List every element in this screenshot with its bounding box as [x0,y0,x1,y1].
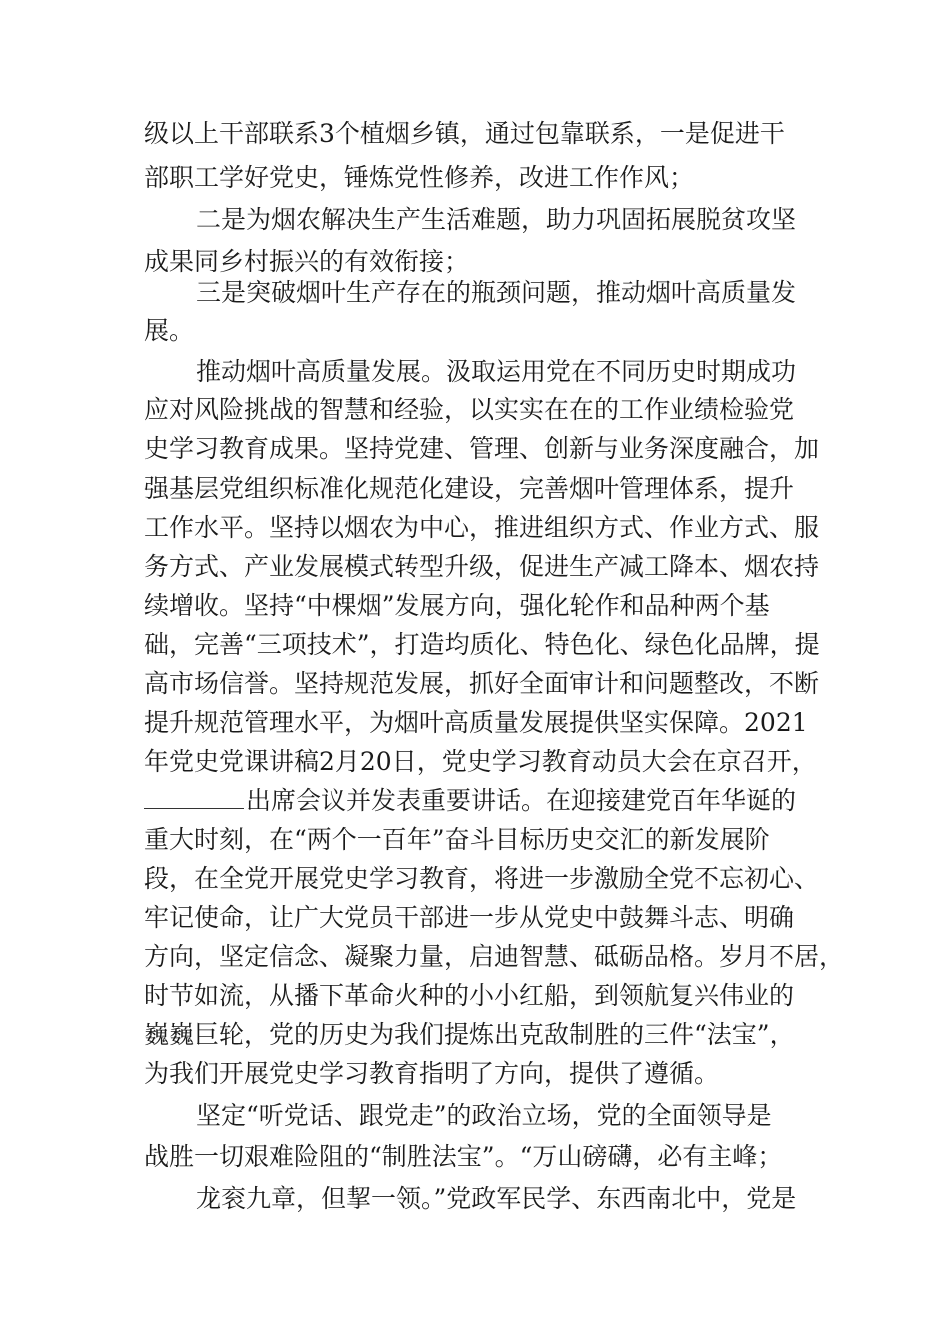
paragraph-line: 应对风险挑战的智慧和经验，以实实在在的工作业绩检验党 [144,395,795,424]
paragraph-line: 高市场信誉。坚持规范发展，抓好全面审计和问题整改，不断 [144,669,820,698]
paragraph-line: 级以上干部联系3个植烟乡镇，通过包靠联系，一是促进干 [144,119,785,148]
paragraph-line: 龙衮九章，但挈一领。”党政军民学、东西南北中，党是 [196,1184,797,1213]
paragraph-line: 年党史党课讲稿2月20日，党史学习教育动员大会在京召开， [144,747,817,776]
paragraph-line: 展。 [144,316,195,345]
paragraph-line: 强基层党组织标准化规范化建设，完善烟叶管理体系，提升 [144,474,795,503]
paragraph-line: 工作水平。坚持以烟农为中心，推进组织方式、作业方式、服 [144,513,820,542]
paragraph-line: 提升规范管理水平，为烟叶高质量发展提供坚实保障。2021 [144,708,808,737]
paragraph-line: 为我们开展党史学习教育指明了方向，提供了遵循。 [144,1059,720,1088]
paragraph-line: 续增收。坚持“中棵烟”发展方向，强化轮作和品种两个基 [144,591,770,620]
paragraph-line: 方向，坚定信念、凝聚力量，启迪智慧、砥砺品格。岁月不居， [144,942,845,971]
paragraph-line: 三是突破烟叶生产存在的瓶颈问题，推动烟叶高质量发 [196,278,797,307]
paragraph-line: 二是为烟农解决生产生活难题，助力巩固拓展脱贫攻坚 [196,205,797,234]
paragraph-line: 础，完善“三项技术”，打造均质化、特色化、绿色化品牌，提 [144,630,820,659]
paragraph-line: 巍巍巨轮，党的历史为我们提炼出克敌制胜的三件“法宝”， [144,1020,795,1049]
paragraph-line: 重大时刻，在“两个一百年”奋斗目标历史交汇的新发展阶 [144,825,770,854]
paragraph-line: 成果同乡村振兴的有效衔接； [144,247,470,276]
paragraph-line: 牢记使命，让广大党员干部进一步从党史中鼓舞斗志、明确 [144,903,795,932]
paragraph-line: 时节如流，从播下革命火种的小小红船，到领航复兴伟业的 [144,981,795,1010]
paragraph-line-text: 出席会议并发表重要讲话。在迎接建党百年华诞的 [246,786,797,815]
blank-underline [144,782,244,809]
paragraph-line: 推动烟叶高质量发展。汲取运用党在不同历史时期成功 [196,357,797,386]
paragraph-line: 务方式、产业发展模式转型升级，促进生产减工降本、烟农持 [144,552,820,581]
paragraph-line: 战胜一切艰难险阻的“制胜法宝”。“万山磅礴，必有主峰； [144,1142,783,1171]
paragraph-line [144,779,824,823]
paragraph-line: 史学习教育成果。坚持党建、管理、创新与业务深度融合，加 [144,434,820,463]
paragraph-line: 段，在全党开展党史学习教育，将进一步激励全党不忘初心、 [144,864,820,893]
paragraph-line: 坚定“听党话、跟党走”的政治立场，党的全面领导是 [196,1101,772,1130]
paragraph-line: 部职工学好党史，锤炼党性修养，改进工作作风； [144,163,695,192]
